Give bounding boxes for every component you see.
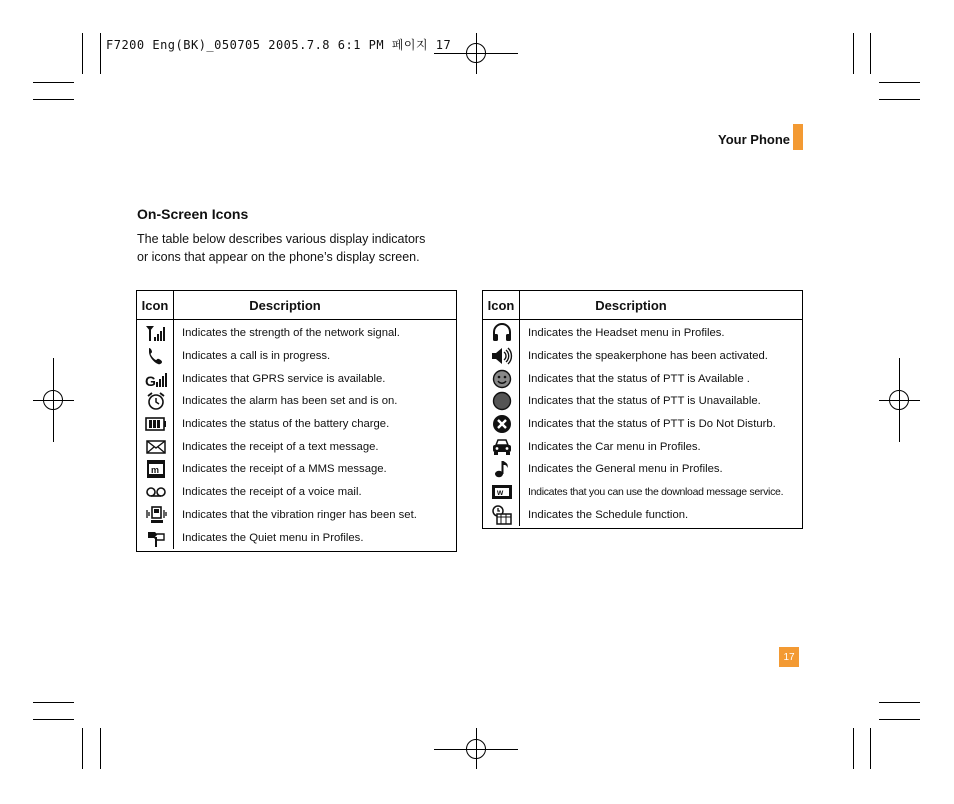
table-row	[483, 435, 802, 458]
table-row	[483, 345, 802, 368]
row-description: Indicates the strength of the network signal.	[182, 327, 400, 340]
table-row	[137, 435, 456, 458]
table-header	[483, 291, 802, 320]
quiet-icon	[137, 528, 174, 548]
voicemail-icon	[137, 482, 174, 502]
intro-line: The table below describes various display indicators	[137, 232, 426, 246]
table-row	[483, 504, 802, 527]
ptt-unavailable-icon	[483, 391, 520, 411]
table-row	[483, 367, 802, 390]
table-row	[137, 504, 456, 527]
intro-paragraph	[137, 230, 457, 266]
mms-icon	[137, 459, 174, 479]
row-description: Indicates that the status of PTT is Do Not Disturb.	[528, 418, 776, 431]
table-row	[137, 458, 456, 481]
car-icon	[483, 437, 520, 457]
vibration-icon	[137, 505, 174, 525]
speakerphone-icon	[483, 346, 520, 366]
ptt-dnd-icon	[483, 414, 520, 434]
schedule-icon	[483, 505, 520, 525]
svg-text:w: w	[496, 488, 503, 498]
svg-text:G: G	[144, 372, 156, 389]
table-row	[137, 345, 456, 368]
row-description: Indicates the receipt of a MMS message.	[182, 463, 387, 476]
row-description: Indicates the receipt of a voice mail.	[182, 486, 362, 499]
download-message-icon	[483, 482, 520, 502]
intro-line: or icons that appear on the phone’s display screen.	[137, 250, 420, 264]
row-description: Indicates the alarm has been set and is on.	[182, 395, 398, 408]
section-tab-marker	[793, 124, 803, 150]
table-row	[137, 526, 456, 549]
table-row	[483, 458, 802, 481]
table-row	[483, 413, 802, 436]
table-row	[137, 413, 456, 436]
row-description: Indicates that GPRS service is available.	[182, 372, 386, 385]
column-header-description: Description	[249, 297, 321, 313]
row-description: Indicates the status of the battery charge.	[182, 418, 390, 431]
page-number: 17	[779, 647, 799, 667]
column-header-icon: Icon	[137, 291, 174, 319]
row-description: Indicates the Headset menu in Profiles.	[528, 327, 725, 340]
row-description: Indicates the Car menu in Profiles.	[528, 440, 701, 453]
section-header-title: Your Phone	[718, 132, 790, 147]
envelope-icon	[137, 437, 174, 457]
column-header-icon: Icon	[483, 291, 520, 319]
column-header-description: Description	[595, 297, 667, 313]
gprs-icon	[137, 369, 174, 389]
print-slug: F7200 Eng(BK)_050705 2005.7.8 6:1 PM 페이지 17	[106, 38, 452, 52]
section-heading: On-Screen Icons	[137, 206, 249, 222]
music-note-icon	[483, 459, 520, 479]
row-description: Indicates the Schedule function.	[528, 508, 689, 521]
phone-call-icon	[137, 346, 174, 366]
table-row	[137, 481, 456, 504]
row-description: Indicates that the status of PTT is Unavailable.	[528, 395, 761, 408]
row-description: Indicates a call is in progress.	[182, 350, 331, 363]
table-header	[137, 291, 456, 320]
table-row	[483, 481, 802, 504]
row-description: Indicates the Quiet menu in Profiles.	[182, 531, 364, 544]
battery-icon	[137, 414, 174, 434]
table-row	[137, 322, 456, 345]
table-row	[483, 390, 802, 413]
ptt-available-icon	[483, 369, 520, 389]
row-description: Indicates that the vibration ringer has been set.	[182, 508, 417, 521]
table-row	[483, 322, 802, 345]
signal-strength-icon	[137, 323, 174, 343]
row-description: Indicates that the status of PTT is Available .	[528, 372, 750, 385]
table-row	[137, 367, 456, 390]
row-description: Indicates the speakerphone has been activated.	[528, 350, 768, 363]
alarm-clock-icon	[137, 391, 174, 411]
icon-table-left	[136, 290, 457, 552]
table-row	[137, 390, 456, 413]
row-description: Indicates the receipt of a text message.	[182, 440, 379, 453]
svg-text:m: m	[150, 465, 159, 476]
icon-table-right	[482, 290, 803, 529]
row-description: Indicates the General menu in Profiles.	[528, 463, 723, 476]
row-description: Indicates that you can use the download message service.	[528, 486, 784, 499]
headset-icon	[483, 323, 520, 343]
